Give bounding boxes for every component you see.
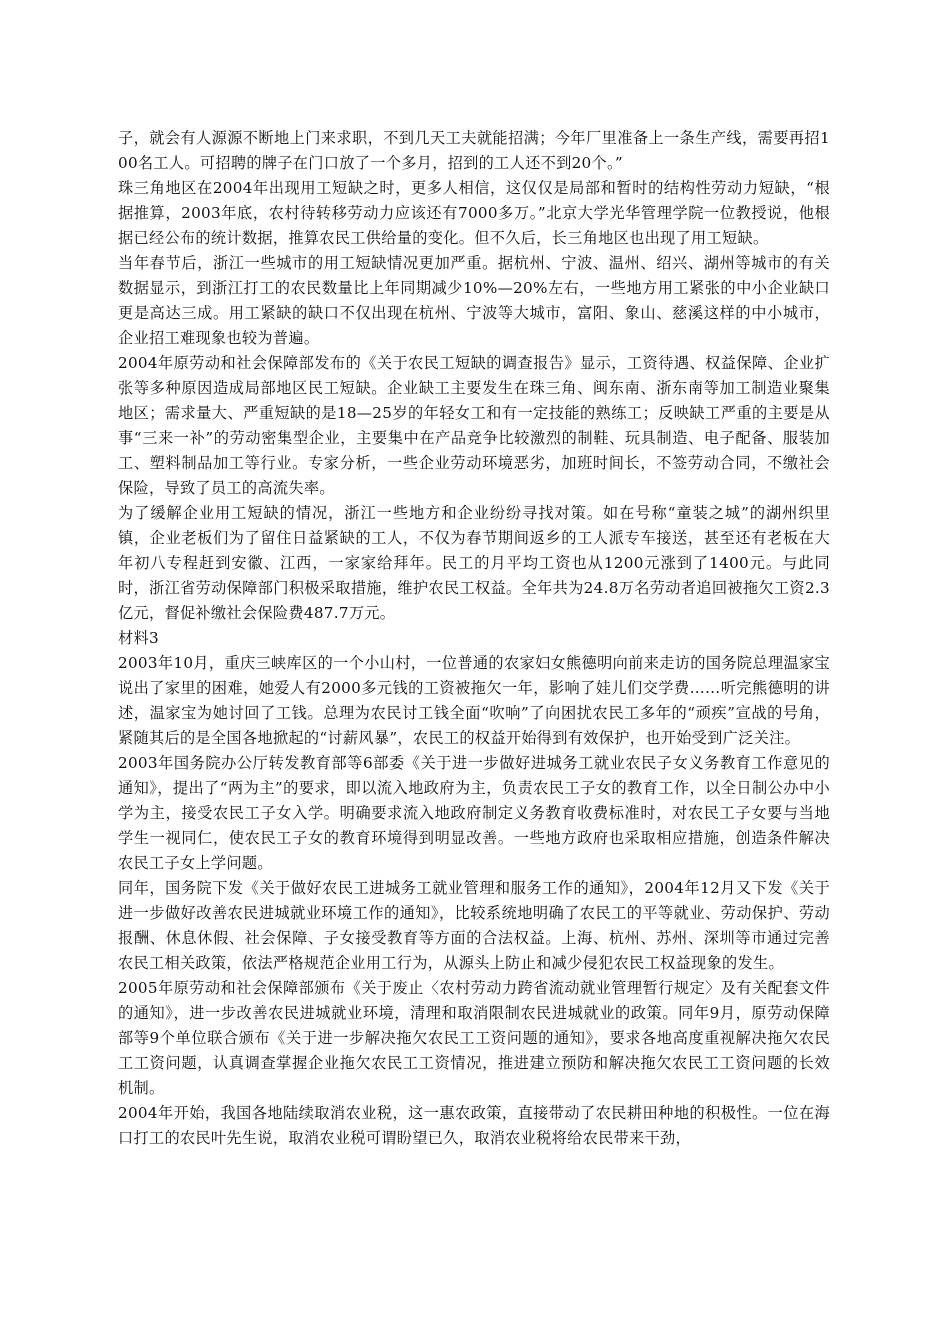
section-heading: 材料3 bbox=[118, 629, 159, 647]
paragraph-6: 2003年10月，重庆三峡库区的一个小山村，一位普通的农家妇女熊德明向前来走访的国务院总理温家宝说出了家里的困难，她爱人有2000多元钱的工资被拖欠一年，影响了娃儿们交学费……听完熊德明的讲述，温家宝为她讨回了工钱。总理为农民讨工钱全面“吹响”了向困扰农民工多年的“顽疾”宣战的号角，紧随其后的是全国各地掀起的“讨薪风暴”，农民工的权益开始得到有效保护，也开始受到广泛关注。 bbox=[118, 654, 830, 747]
paragraph-7: 2003年国务院办公厅转发教育部等6部委《关于进一步做好进城务工就业农民子女义务教育工作意见的通知》，提出了“两为主”的要求，即以流入地政府为主，负责农民工子女的教育工作，以全日制公办中小学为主，接受农民工子女入学。明确要求流入地政府制定义务教育收费标准时，对农民工子女要与当地学生一视同仁，使农民工子女的教育环境得到明显改善。一些地方政府也采取相应措施，创造条件解决农民工子女上学问题。 bbox=[118, 754, 830, 872]
paragraph-1: 子，就会有人源源不断地上门来求职，不到几天工夫就能招满；今年厂里准备上一条生产线，需要再招100名工人。可招聘的牌子在门口放了一个多月，招到的工人还不到20个。” bbox=[118, 129, 830, 172]
paragraph-2: 珠三角地区在2004年出现用工短缺之时，更多人相信，这仅仅是局部和暂时的结构性劳动力短缺，“根据推算，2003年底，农村待转移劳动力应该还有7000多万。”北京大学光华管理学院一位教授说，他根据已经公布的统计数据，推算农民工供给量的变化。但不久后，长三角地区也出现了用工短缺。 bbox=[118, 179, 830, 247]
paragraph-4: 2004年原劳动和社会保障部发布的《关于农民工短缺的调查报告》显示，工资待遇、权益保障、企业扩张等多种原因造成局部地区民工短缺。企业缺工主要发生在珠三角、闽东南、浙东南等加工制造业聚集地区；需求量大、严重短缺的是18—25岁的年轻女工和有一定技能的熟练工；反映缺工严重的主要是从事“三来一补”的劳动密集型企业，主要集中在产品竞争比较激烈的制鞋、玩具制造、电子配备、服装加工、塑料制品加工等行业。专家分析，一些企业劳动环境恶劣，加班时间长，不签劳动合同，不缴社会保险，导致了员工的高流失率。 bbox=[118, 354, 830, 497]
paragraph-9: 2005年原劳动和社会保障部颁布《关于废止〈农村劳动力跨省流动就业管理暂行规定〉及有关配套文件的通知》，进一步改善农民进城就业环境，清理和取消限制农民进城就业的政策。同年9月，原劳动保障部等9个单位联合颁布《关于进一步解决拖欠农民工工资问题的通知》，要求各地高度重视解决拖欠农民工工资问题，认真调查掌握企业拖欠农民工工资情况，推进建立预防和解决拖欠农民工工资问题的长效机制。 bbox=[118, 979, 830, 1097]
paragraph-3: 当年春节后，浙江一些城市的用工短缺情况更加严重。据杭州、宁波、温州、绍兴、湖州等城市的有关数据显示，到浙江打工的农民数量比上年同期减少10%—20%左右，一些地方用工紧张的中小企业缺口更是高达三成。用工紧缺的缺口不仅出现在杭州、宁波等大城市，富阳、象山、慈溪这样的中小城市，企业招工难现象也较为普遍。 bbox=[118, 254, 830, 347]
paragraph-10: 2004年开始，我国各地陆续取消农业税，这一惠农政策，直接带动了农民耕田种地的积极性。一位在海口打工的农民叶先生说，取消农业税可谓盼望已久，取消农业税将给农民带来干劲， bbox=[118, 1104, 830, 1147]
paragraph-8: 同年，国务院下发《关于做好农民工进城务工就业管理和服务工作的通知》，2004年12月又下发《关于进一步做好改善农民进城就业环境工作的通知》，比较系统地明确了农民工的平等就业、劳动保护、劳动报酬、休息休假、社会保障、子女接受教育等方面的合法权益。上海、杭州、苏州、深圳等市通过完善农民工相关政策，依法严格规范企业用工行为，从源头上防止和减少侵犯农民工权益现象的发生。 bbox=[118, 879, 830, 972]
document-body bbox=[118, 126, 830, 1151]
paragraph-5: 为了缓解企业用工短缺的情况，浙江一些地方和企业纷纷寻找对策。如在号称“童装之城”的湖州织里镇，企业老板们为了留住日益紧缺的工人，不仅为春节期间返乡的工人派专车接送，甚至还有老板在大年初八专程赶到安徽、江西，一家家给拜年。民工的月平均工资也从1200元涨到了1400元。与此同时，浙江省劳动保障部门积极采取措施，维护农民工权益。全年共为24.8万名劳动者追回被拖欠工资2.3亿元，督促补缴社会保险费487.7万元。 bbox=[118, 504, 830, 622]
